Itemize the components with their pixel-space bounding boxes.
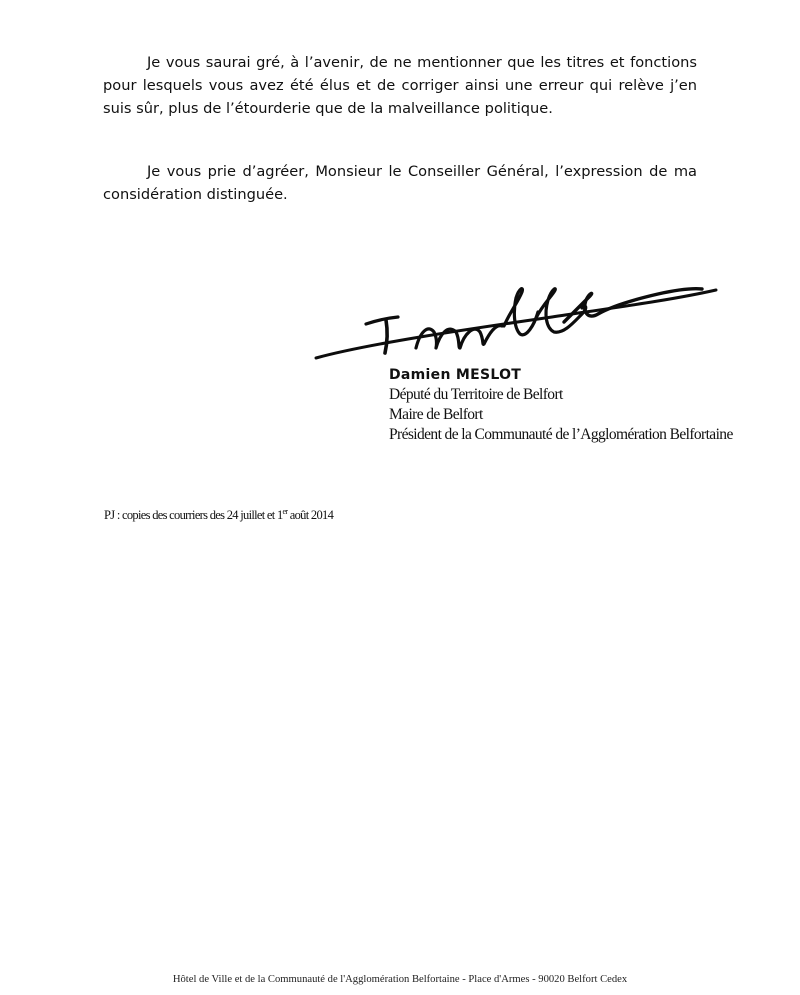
handwritten-signature — [312, 262, 722, 374]
paragraph-line: considération distinguée. — [103, 186, 288, 203]
footer-address: Hôtel de Ville et de la Communauté de l'Agglomération Belfortaine - Place d'Armes - 90020 Belfort Cedex — [172, 974, 628, 985]
paragraph-line: pour lesquels vous avez été élus et de corriger ainsi une erreur qui relève j’en — [103, 77, 697, 94]
attachment-suffix: août 2014 — [287, 508, 334, 523]
closing-request-paragraph — [103, 51, 697, 120]
attachment-prefix: PJ : copies des courriers des 24 juillet et 1 — [104, 508, 283, 523]
signer-title: Député du Territoire de Belfort — [389, 386, 563, 403]
paragraph-line: Je vous prie d’agréer, Monsieur le Conseiller Général, l’expression de ma — [147, 163, 697, 180]
signer-title: Maire de Belfort — [389, 406, 483, 423]
paragraph-line: suis sûr, plus de l’étourderie que de la malveillance politique. — [103, 100, 553, 117]
salutation-paragraph — [103, 160, 697, 206]
attachment-note — [104, 507, 333, 523]
signer-block — [389, 366, 733, 445]
ordinal-superscript: er — [282, 507, 288, 516]
signer-name: Damien MESLOT — [389, 367, 522, 383]
paragraph-line: Je vous saurai gré, à l’avenir, de ne mentionner que les titres et fonctions — [147, 54, 697, 71]
signer-title: Président de la Communauté de l’Agglomération Belfortaine — [389, 426, 733, 443]
